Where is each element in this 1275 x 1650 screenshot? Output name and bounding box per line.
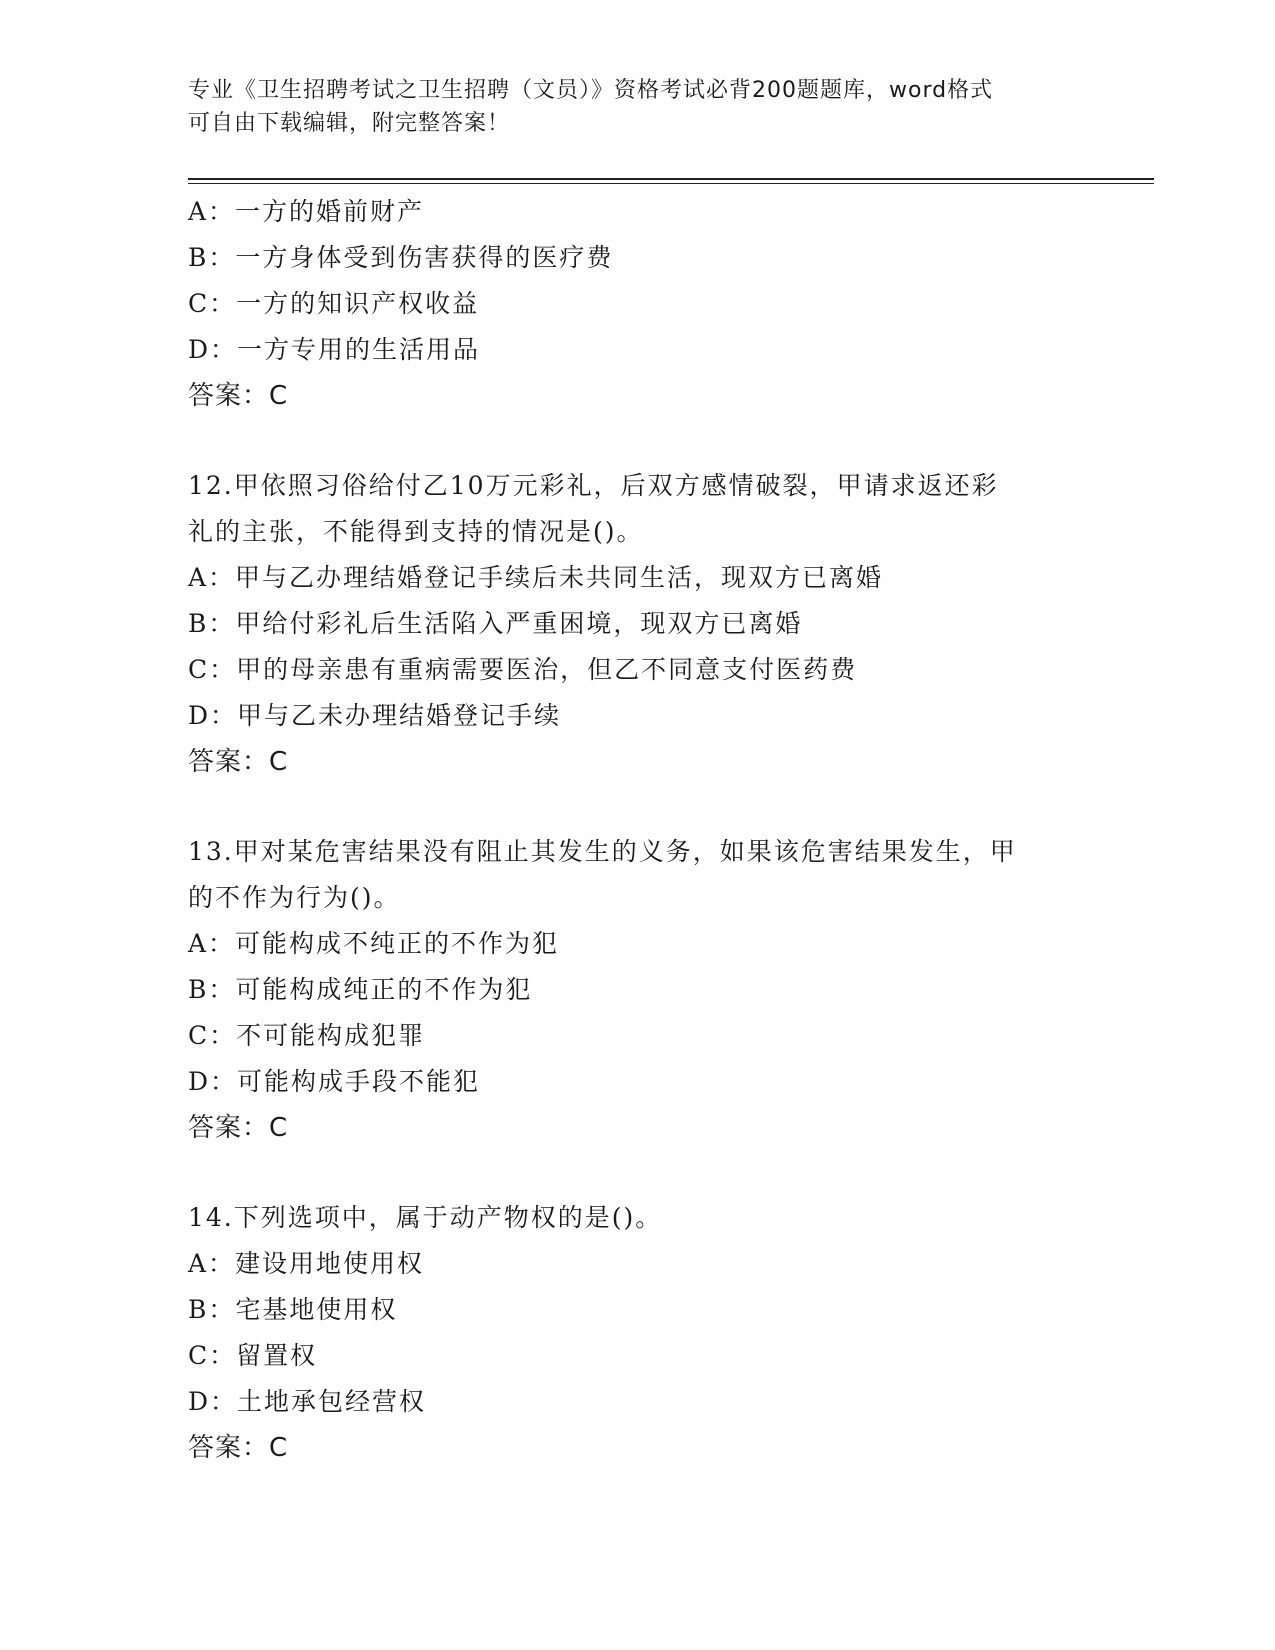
- option-c: C：甲的母亲患有重病需要医治，但乙不同意支付医药费: [188, 655, 858, 684]
- question-stem-line: 的不作为行为()。: [188, 883, 401, 912]
- answer: 答案：C: [188, 747, 289, 777]
- question-stem-line: 礼的主张，不能得到支持的情况是()。: [188, 517, 644, 546]
- option-a: A：可能构成不纯正的不作为犯: [188, 929, 560, 958]
- answer: 答案：C: [188, 381, 289, 411]
- question-13: [188, 829, 1088, 1151]
- answer: 答案：C: [188, 1433, 289, 1463]
- question-stem-line: 12.甲依照习俗给付乙10万元彩礼，后双方感情破裂，甲请求返还彩: [188, 471, 999, 500]
- option-b: B：可能构成纯正的不作为犯: [188, 975, 533, 1004]
- option-a: A：一方的婚前财产: [188, 197, 425, 226]
- option-a: A：建设用地使用权: [188, 1249, 425, 1278]
- option-a: A：甲与乙办理结婚登记手续后未共同生活，现双方已离婚: [188, 563, 884, 592]
- answer: 答案：C: [188, 1113, 289, 1143]
- spacer: [188, 419, 1088, 463]
- option-b: B：一方身体受到伤害获得的医疗费: [188, 243, 614, 272]
- question-list: [188, 189, 1088, 1471]
- header-line-1: 专业《卫生招聘考试之卫生招聘（文员）》资格考试必背200题题库，word格式: [188, 78, 994, 103]
- question-stem-line: 13.甲对某危害结果没有阻止其发生的义务，如果该危害结果发生，甲: [188, 837, 1017, 866]
- question-stem-line: 14.下列选项中，属于动产物权的是()。: [188, 1203, 663, 1232]
- document-header: [188, 74, 1088, 140]
- option-d: D：甲与乙未办理结婚登记手续: [188, 701, 562, 730]
- header-line-2: 可自由下载编辑，附完整答案！: [188, 111, 511, 136]
- option-d: D：土地承包经营权: [188, 1387, 427, 1416]
- header-divider: [188, 178, 1154, 184]
- spacer: [188, 1151, 1088, 1195]
- option-b: B：甲给付彩礼后生活陷入严重困境，现双方已离婚: [188, 609, 803, 638]
- option-d: D：一方专用的生活用品: [188, 335, 481, 364]
- option-c: C：留置权: [188, 1341, 318, 1370]
- question-11: [188, 189, 1088, 419]
- spacer: [188, 785, 1088, 829]
- option-c: C：一方的知识产权收益: [188, 289, 480, 318]
- question-14: [188, 1195, 1088, 1471]
- option-b: B：宅基地使用权: [188, 1295, 398, 1324]
- question-12: [188, 463, 1088, 785]
- option-d: D：可能构成手段不能犯: [188, 1067, 481, 1096]
- option-c: C：不可能构成犯罪: [188, 1021, 426, 1050]
